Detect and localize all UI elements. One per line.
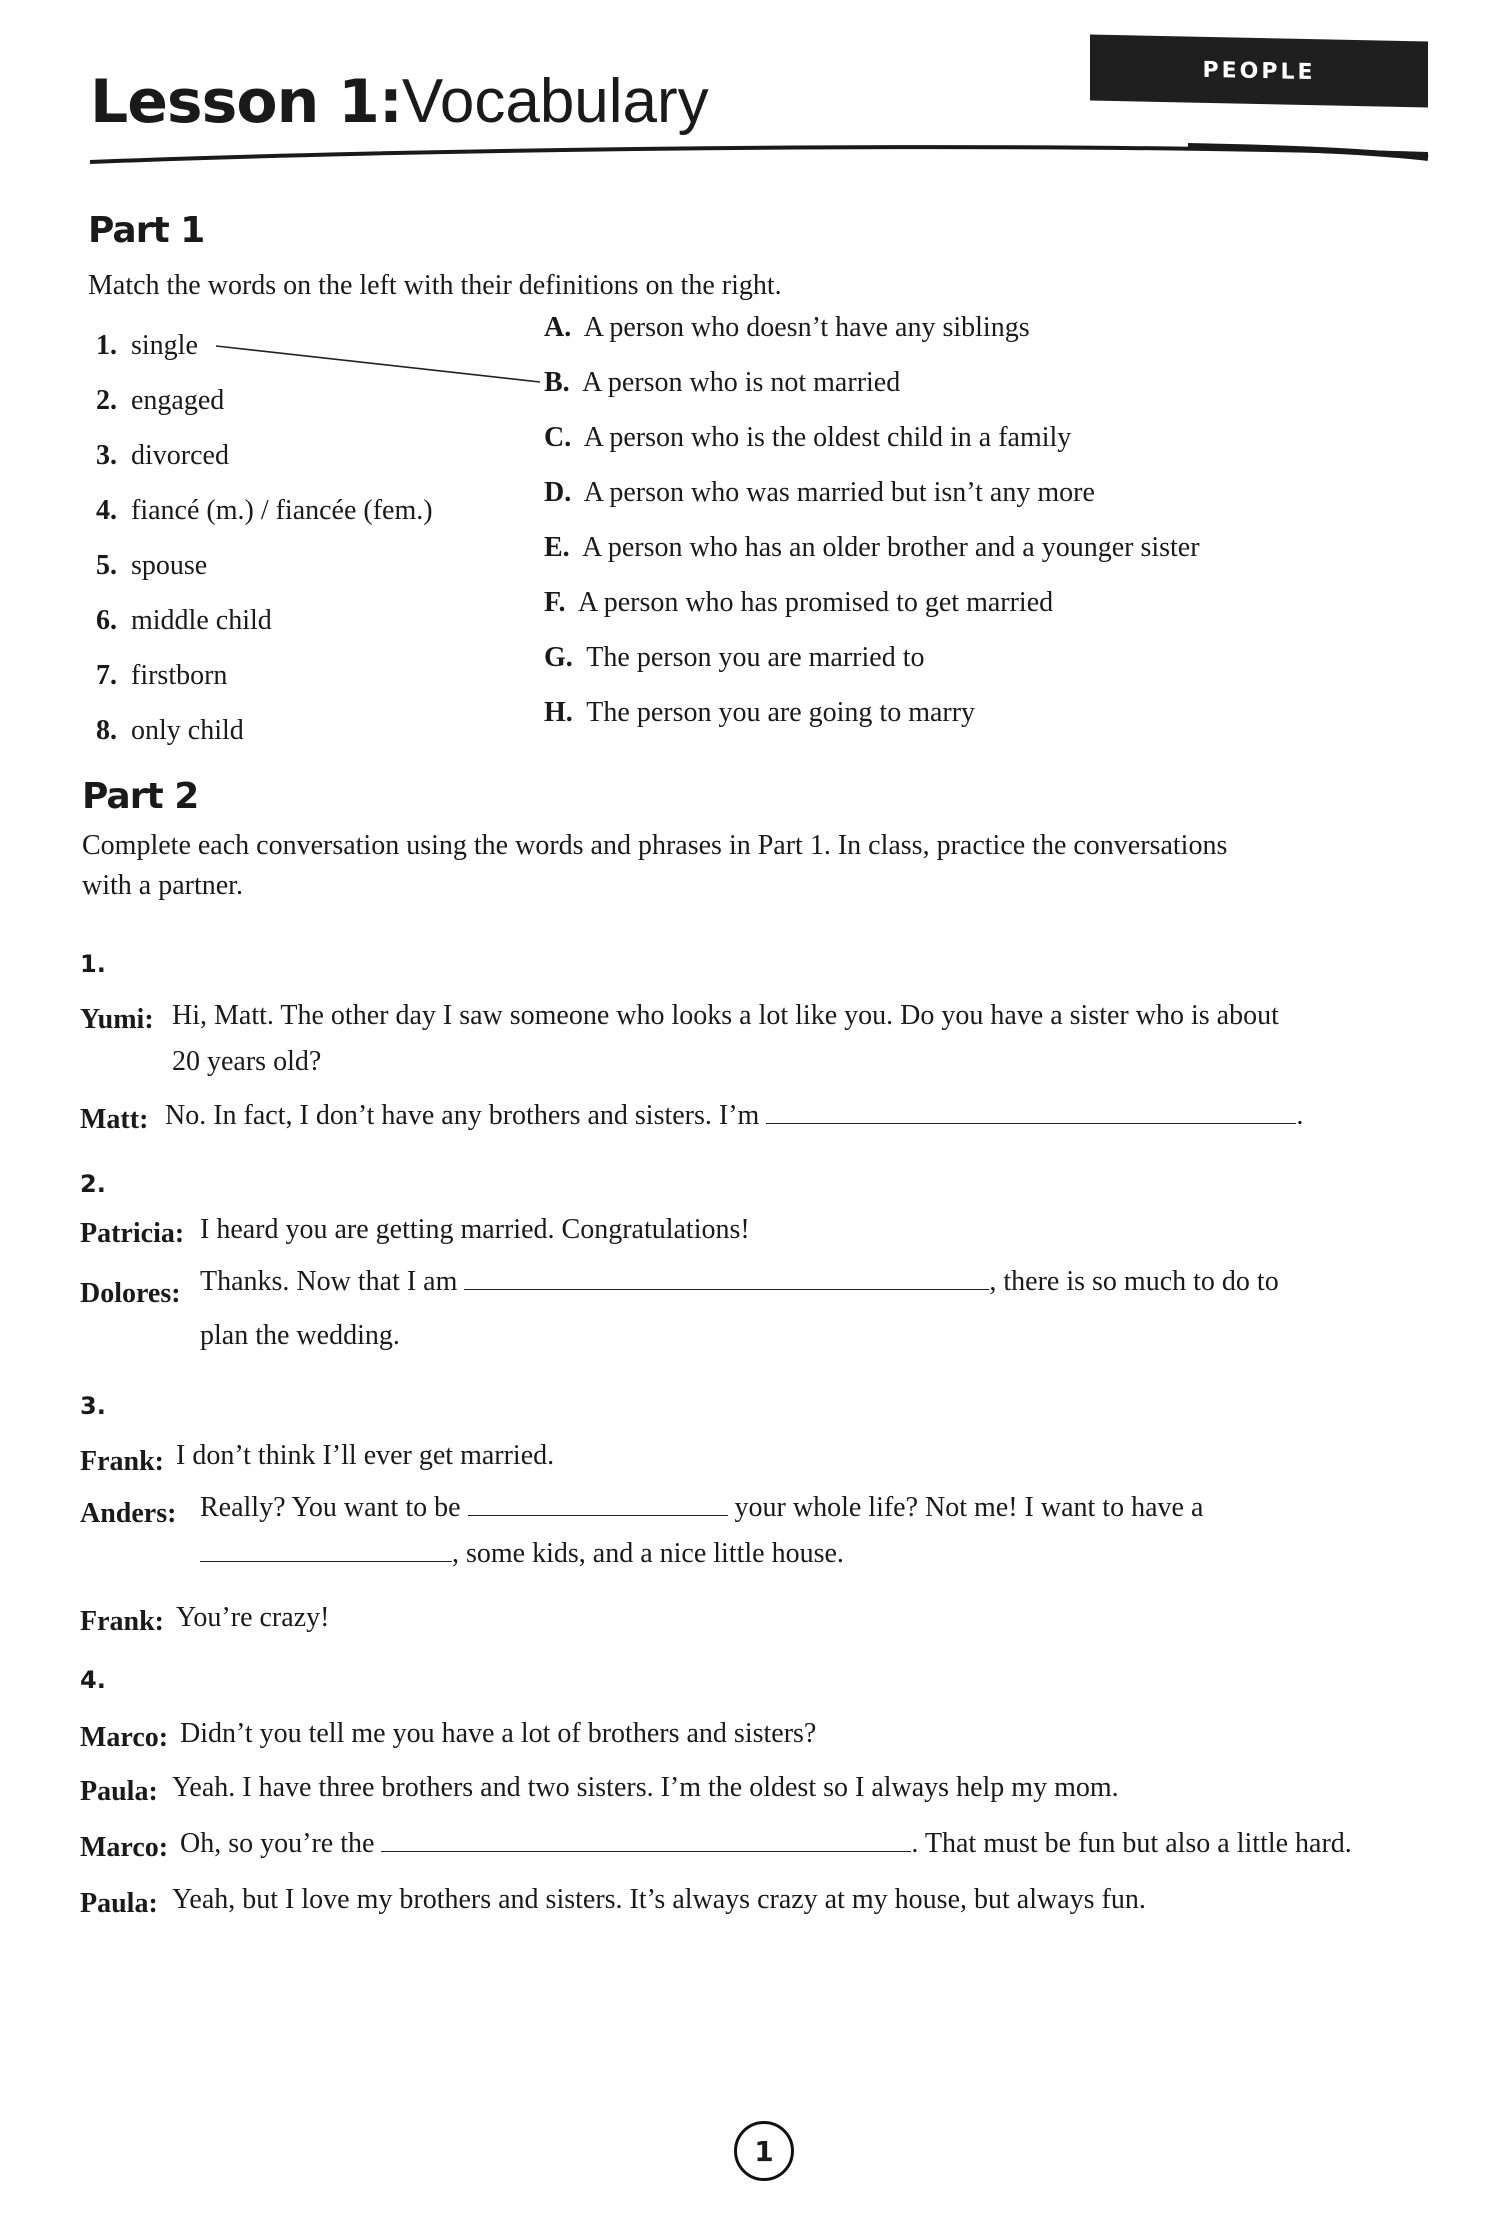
answer-blank[interactable] [200,1539,452,1562]
word-item-3: 3. divorced [96,440,229,471]
lesson-title [90,66,709,137]
dialogue-line: I heard you are getting married. Congratulations! [200,1214,750,1245]
part2-instructions-line1: Complete each conversation using the words and phrases in Part 1. In class, practice the conversations [82,830,1228,861]
word-item-5: 5. spouse [96,550,208,581]
speaker-label: Paula: [80,1888,158,1919]
dialogue-line: You’re crazy! [176,1602,330,1633]
definition-a: A. A person who doesn’t have any siblings [544,312,1030,343]
page-number: 1 [734,2121,794,2181]
word-item-1: 1. single [96,330,198,361]
part2-title: Part 2 [82,776,199,817]
conversation-2-number: 2. [80,1170,106,1198]
speaker-label: Anders: [80,1498,177,1529]
word-item-7: 7. firstborn [96,660,228,691]
speaker-label: Frank: [80,1606,164,1637]
speaker-label: Marco: [80,1722,169,1753]
definition-f: F. A person who has promised to get married [544,587,1054,618]
definition-b: B. A person who is not married [544,367,901,398]
answer-blank[interactable] [468,1493,728,1516]
speaker-label: Patricia: [80,1218,185,1249]
speaker-label: Marco: [80,1832,169,1863]
speaker-label: Dolores: [80,1278,181,1309]
part1-title: Part 1 [88,210,205,251]
lesson-title-text: Vocabulary [401,67,709,136]
conversation-3-number: 3. [80,1392,106,1420]
dialogue-line: , some kids, and a nice little house. [200,1538,844,1570]
speaker-label: Frank: [80,1446,164,1477]
dialogue-line: plan the wedding. [200,1320,400,1351]
dialogue-line: 20 years old? [172,1046,322,1077]
word-item-4: 4. fiancé (m.) / fiancée (fem.) [96,495,433,526]
word-item-6: 6. middle child [96,605,272,636]
answer-blank[interactable] [766,1101,1296,1124]
word-item-8: 8. only child [96,715,244,746]
definition-e: E. A person who has an older brother and a younger sister [544,532,1200,563]
answer-blank[interactable] [381,1829,911,1852]
speaker-label: Yumi: [80,1004,154,1035]
example-match-line [210,336,546,386]
dialogue-line: Yeah, but I love my brothers and sisters. It’s always crazy at my house, but always fun. [172,1884,1146,1915]
definition-h: H. The person you are going to marry [544,697,976,728]
definition-c: C. A person who is the oldest child in a family [544,422,1072,453]
conversation-1-number: 1. [80,950,106,978]
dialogue-line: Yeah. I have three brothers and two sisters. I’m the oldest so I always help my mom. [172,1772,1119,1803]
dialogue-line: Hi, Matt. The other day I saw someone who looks a lot like you. Do you have a sister who is about [172,1000,1279,1031]
header-rule [88,140,1433,176]
conversation-4-number: 4. [80,1666,106,1694]
speaker-label: Paula: [80,1776,158,1807]
speaker-label: Matt: [80,1104,149,1135]
part2-instructions-line2: with a partner. [82,870,243,901]
dialogue-line: No. In fact, I don’t have any brothers and sisters. I’m . [165,1100,1304,1131]
dialogue-line: Oh, so you’re the . That must be fun but also a little hard. [180,1828,1352,1859]
answer-blank[interactable] [464,1267,989,1290]
lesson-label: Lesson 1: [90,67,402,137]
dialogue-line: Thanks. Now that I am , there is so much to do to [200,1266,1279,1297]
part1-instructions: Match the words on the left with their definitions on the right. [88,270,782,301]
section-tag: PEOPLE [1090,34,1428,107]
dialogue-line: Didn’t you tell me you have a lot of brothers and sisters? [180,1718,817,1749]
dialogue-line: Really? You want to be your whole life? Not me! I want to have a [200,1492,1204,1523]
word-item-2: 2. engaged [96,385,225,416]
definition-d: D. A person who was married but isn’t any more [544,477,1095,508]
dialogue-line: I don’t think I’ll ever get married. [176,1440,555,1471]
definition-g: G. The person you are married to [544,642,925,673]
